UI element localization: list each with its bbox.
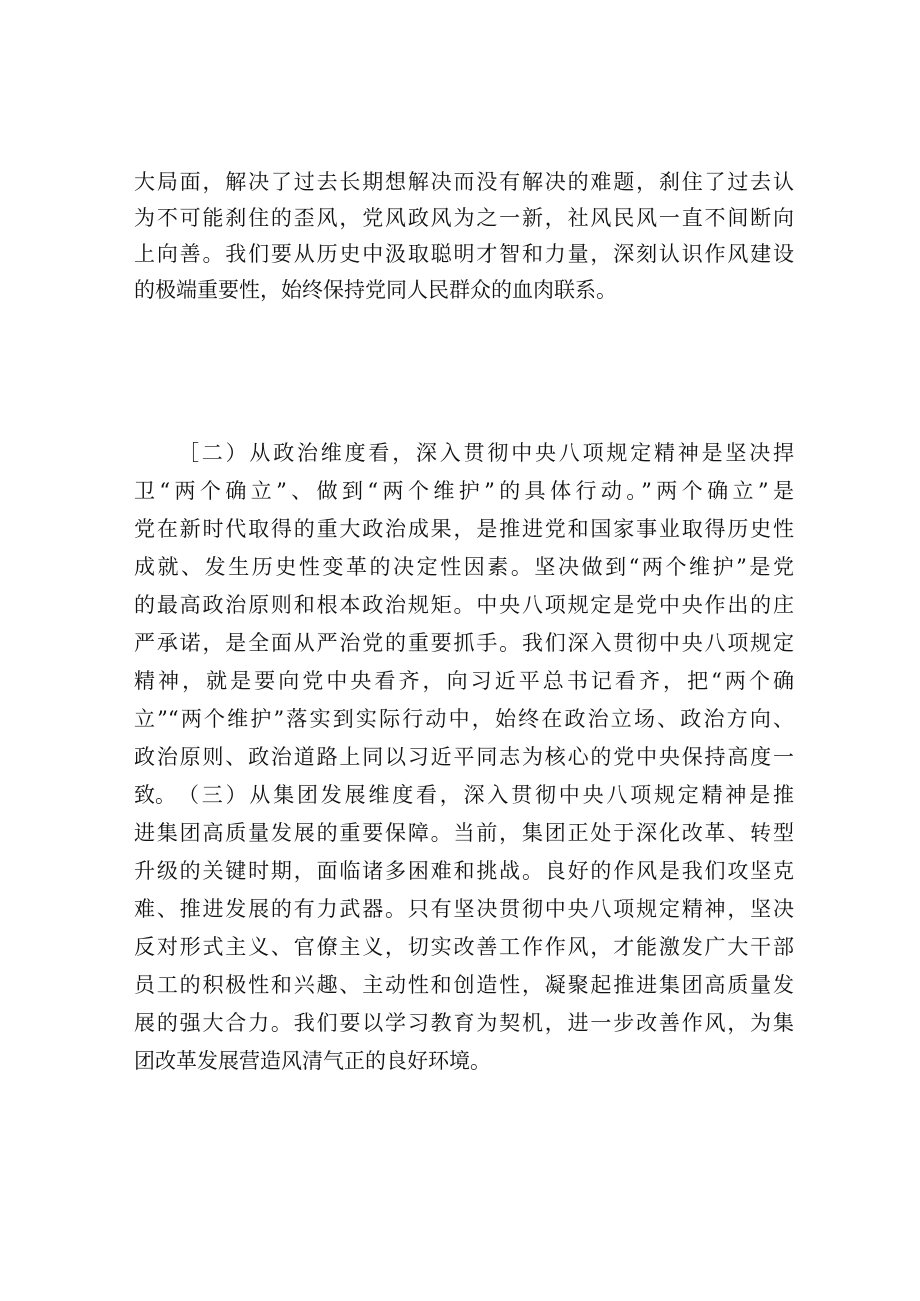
text-line: 升级的关键时期，面临诸多困难和挑战。良好的作风是我们攻坚克 [134, 859, 794, 883]
text-line: 员工的积极性和兴趣、主动性和创造性，凝聚起推进集团高质量发 [134, 973, 794, 997]
text-line: 难、推进发展的有力武器。只有坚决贯彻中央八项规定精神，坚决 [134, 897, 794, 921]
text-line: 大局面，解决了过去长期想解决而没有解决的难题，刹住了过去认 [134, 170, 794, 194]
text-line: 党在新时代取得的重大政治成果，是推进党和国家事业取得历史性 [134, 517, 794, 541]
text-line: 成就、发生历史性变革的决定性因素。坚决做到“两个维护”是党 [134, 555, 794, 579]
text-line: 卫“两个确立”、做到“两个维护”的具体行动。”两个确立”是 [134, 479, 794, 503]
paragraph-3 [134, 776, 794, 1080]
text-line: （三）从集团发展维度看，深入贯彻中央八项规定精神是推 [178, 783, 794, 807]
text-line: 严承诺，是全面从严治党的重要抓手。我们深入贯彻中央八项规定 [134, 631, 794, 655]
text-line: ［二）从政治维度看，深入贯彻中央八项规定精神是坚决捍 [178, 441, 794, 465]
text-line: 团改革发展营造风清气正的良好环境。 [134, 1049, 491, 1073]
text-line: 致。 [134, 783, 176, 807]
text-line: 的极端重要性，始终保持党同人民群众的血肉联系。 [134, 278, 617, 302]
text-line: 展的强大合力。我们要以学习教育为契机，进一步改善作风，为集 [134, 1011, 794, 1035]
paragraph-1 [134, 164, 794, 308]
text-line: 上向善。我们要从历史中汲取聪明才智和力量，深刻认识作风建设 [134, 242, 794, 266]
text-line: 的最高政治原则和根本政治规矩。中央八项规定是党中央作出的庄 [134, 593, 794, 617]
text-line: 立”“两个维护”落实到实际行动中，始终在政治立场、政治方向、 [134, 707, 794, 731]
text-line: 反对形式主义、官僚主义，切实改善工作作风，才能激发广大干部 [134, 935, 794, 959]
text-line: 进集团高质量发展的重要保障。当前，集团正处于深化改革、转型 [134, 821, 794, 845]
text-line: 政治原则、政治道路上同以习近平同志为核心的党中央保持高度一 [134, 745, 794, 769]
paragraph-2 [134, 434, 794, 814]
text-line: 精神，就是要向党中央看齐，向习近平总书记看齐，把“两个确 [134, 669, 794, 693]
text-line: 为不可能刹住的歪风，党风政风为之一新，社风民风一直不间断向 [134, 206, 794, 230]
